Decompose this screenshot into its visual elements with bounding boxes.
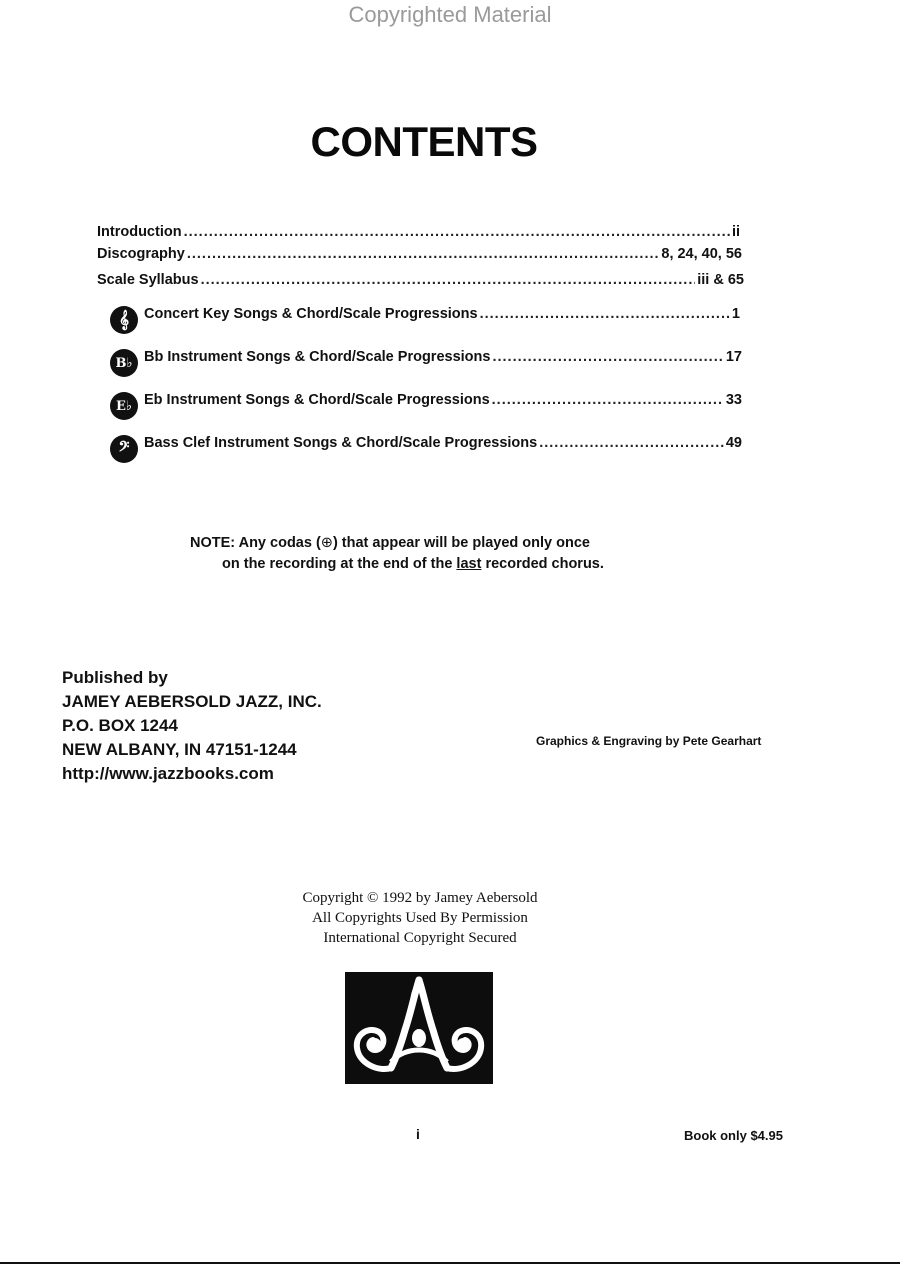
note-suffix: ) that appear will be played only once xyxy=(332,535,590,551)
dot-leader xyxy=(187,246,660,262)
note-line2-emphasis: last xyxy=(456,556,482,572)
toc-section-label: Bb Instrument Songs & Chord/Scale Progressions xyxy=(144,349,491,365)
dot-leader xyxy=(184,224,730,240)
toc-entry-page: ii xyxy=(731,224,740,240)
e-flat-icon: E♭ xyxy=(110,392,138,420)
toc-section-page: 17 xyxy=(725,349,742,365)
publisher-block xyxy=(62,666,322,786)
publisher-website: http://www.jazzbooks.com xyxy=(62,764,274,783)
coda-icon: ⊕ xyxy=(320,535,333,551)
toc-section-label: Concert Key Songs & Chord/Scale Progressions xyxy=(144,306,478,322)
publisher-city: NEW ALBANY, IN 47151-1244 xyxy=(62,740,297,759)
toc-entry-scale-syllabus xyxy=(97,272,744,288)
copyright-line-3: International Copyright Secured xyxy=(323,930,517,946)
toc-entry-page: 8, 24, 40, 56 xyxy=(661,246,742,262)
jamey-aebersold-logo-icon xyxy=(345,972,493,1084)
toc-entry-label: Scale Syllabus xyxy=(97,272,199,288)
publisher-name: JAMEY AEBERSOLD JAZZ, INC. xyxy=(62,692,322,711)
page-title: CONTENTS xyxy=(310,118,538,165)
toc-section-eb-instrument xyxy=(110,392,742,420)
toc-section-concert-key xyxy=(110,306,740,334)
note-line2-after: recorded chorus. xyxy=(481,556,604,572)
publisher-po-box: P.O. BOX 1244 xyxy=(62,716,178,735)
note-line2-before: on the recording at the end of the xyxy=(222,556,457,572)
toc-section-label: Bass Clef Instrument Songs & Chord/Scale Progressions xyxy=(144,435,538,451)
note-prefix: NOTE: Any codas ( xyxy=(190,535,321,551)
bass-clef-icon: 𝄢 xyxy=(110,435,138,463)
toc-section-bass-clef xyxy=(110,435,742,463)
copyright-line-2: All Copyrights Used By Permission xyxy=(312,910,528,926)
dot-leader xyxy=(492,392,724,408)
copyright-block xyxy=(270,888,570,948)
dot-leader xyxy=(539,435,724,451)
dot-leader xyxy=(201,272,696,288)
toc-section-page: 1 xyxy=(731,306,740,322)
toc-section-page: 33 xyxy=(725,392,742,408)
toc-section-bb-instrument xyxy=(110,349,742,377)
b-flat-icon: B♭ xyxy=(110,349,138,377)
watermark: Copyrighted Material xyxy=(348,2,552,27)
toc-section-label: Eb Instrument Songs & Chord/Scale Progressions xyxy=(144,392,490,408)
coda-note-line-2 xyxy=(222,556,604,572)
publisher-heading: Published by xyxy=(62,668,168,687)
toc-section-page: 49 xyxy=(725,435,742,451)
toc-entry-label: Introduction xyxy=(97,224,182,240)
copyright-line-1: Copyright © 1992 by Jamey Aebersold xyxy=(302,890,538,906)
toc-entry-label: Discography xyxy=(97,246,185,262)
price-label: Book only $4.95 xyxy=(684,1128,783,1143)
toc-entry-introduction xyxy=(97,224,740,240)
coda-note-line-1 xyxy=(190,535,590,551)
graphics-credit: Graphics & Engraving by Pete Gearhart xyxy=(536,734,762,748)
treble-clef-icon: 𝄞 xyxy=(110,306,138,334)
toc-entry-discography xyxy=(97,246,742,262)
dot-leader xyxy=(492,349,723,365)
toc-entry-page: iii & 65 xyxy=(697,272,744,288)
page-number: i xyxy=(416,1126,420,1142)
dot-leader xyxy=(480,306,730,322)
